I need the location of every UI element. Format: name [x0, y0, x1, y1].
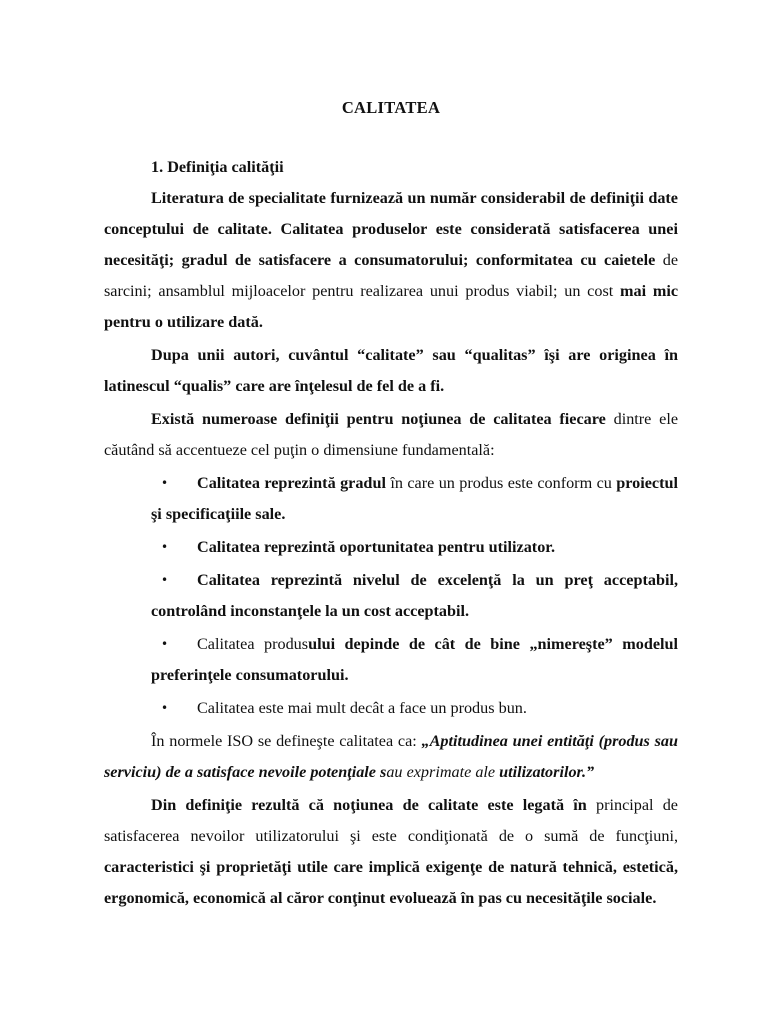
paragraph-iso-quote: „Aptitudinea unei entităţi (produs sau serviciu) de a satisface nevoile potenţiale s — [104, 732, 678, 781]
list-item-text-a: Calitatea reprezintă nivelul de excelenţă la un preţ acceptabil, controlând inconstanţele la un cost acceptabil. — [151, 571, 678, 620]
list-item — [151, 629, 678, 691]
bullet-icon: • — [161, 540, 169, 554]
paragraph-intro-lead: Literatura de specialitate furnizează un număr considerabil de definiţii date conceptului de calitate. Calitatea produselor este — [104, 189, 678, 238]
list-item-text-a: Calitatea produs — [197, 635, 309, 653]
paragraph-conclusion-bold1: Din definiţie rezultă că noţiunea de calitate este legată în — [151, 796, 587, 814]
paragraph-iso-end: utilizatorilor.” — [499, 763, 595, 781]
paragraph-intro-tail: mai mic pentru o utilizare dată. — [104, 282, 678, 331]
paragraph-conclusion-normal: principal de satisfacerea nevoilor utilizatorului şi este condiţionată de o sumă de funcţiuni, — [104, 796, 678, 845]
paragraph-iso — [104, 726, 678, 788]
paragraph-intro-bold: considerată satisfacerea unei necesităţi; gradul de satisfacere a consumatorului; conformitatea cu caietele — [104, 220, 678, 269]
bullet-icon: • — [161, 701, 169, 715]
paragraph-conclusion-bold2: caracteristici şi proprietăţi utile care implică exigenţe de natură tehnică, estetică, ergonomică, economică al căror conţinut evoluează în pas cu necesităţile sociale. — [104, 858, 678, 907]
paragraph-intro — [104, 183, 678, 338]
bullet-icon: • — [161, 476, 169, 490]
paragraph-definitions-bold: Există numeroase definiţii pentru noţiunea de calitatea fiecare — [151, 410, 606, 428]
bullet-icon: • — [161, 573, 169, 587]
paragraph-conclusion — [104, 790, 678, 914]
paragraph-intro-middle: de sarcini; ansamblul mijloacelor pentru realizarea unui produs viabil; un cost — [104, 251, 678, 300]
list-item — [151, 532, 678, 563]
list-item-text-a: Calitatea reprezintă oportunitatea pentru utilizator. — [197, 538, 556, 556]
list-item — [151, 468, 678, 530]
definitions-list — [104, 468, 678, 724]
paragraph-definitions — [104, 404, 678, 466]
list-item — [151, 693, 678, 724]
paragraph-definitions-normal: dintre ele căutând să accentueze cel puţin o dimensiune fundamentală: — [104, 410, 679, 459]
paragraph-iso-lead: În normele ISO se defineşte calitatea ca: — [151, 732, 422, 750]
document-page — [104, 92, 678, 916]
paragraph-origin: Dupa unii autori, cuvântul “calitate” sau “qualitas” îşi are originea în latinescul “qualis” care are înţelesul de fel de a fi. — [104, 346, 678, 395]
paragraph-iso-italic: au exprimate ale — [386, 763, 500, 781]
list-item-text-b: ului depinde de cât de bine „nimereşte” modelul preferinţele consumatorului. — [151, 635, 678, 684]
list-item — [151, 565, 678, 627]
list-item-text-b: în care un produs este conform cu — [385, 474, 617, 492]
section-heading: 1. Definiţia calităţii — [151, 158, 284, 176]
bullet-icon: • — [161, 637, 169, 651]
list-item-text-a: Calitatea este mai mult decât a face un produs bun. — [197, 699, 527, 717]
list-item-text-a: Calitatea reprezintă gradul — [197, 474, 386, 492]
page-title: CALITATEA — [341, 98, 441, 117]
list-item-text-c: proiectul şi specificaţiile sale. — [151, 474, 679, 523]
